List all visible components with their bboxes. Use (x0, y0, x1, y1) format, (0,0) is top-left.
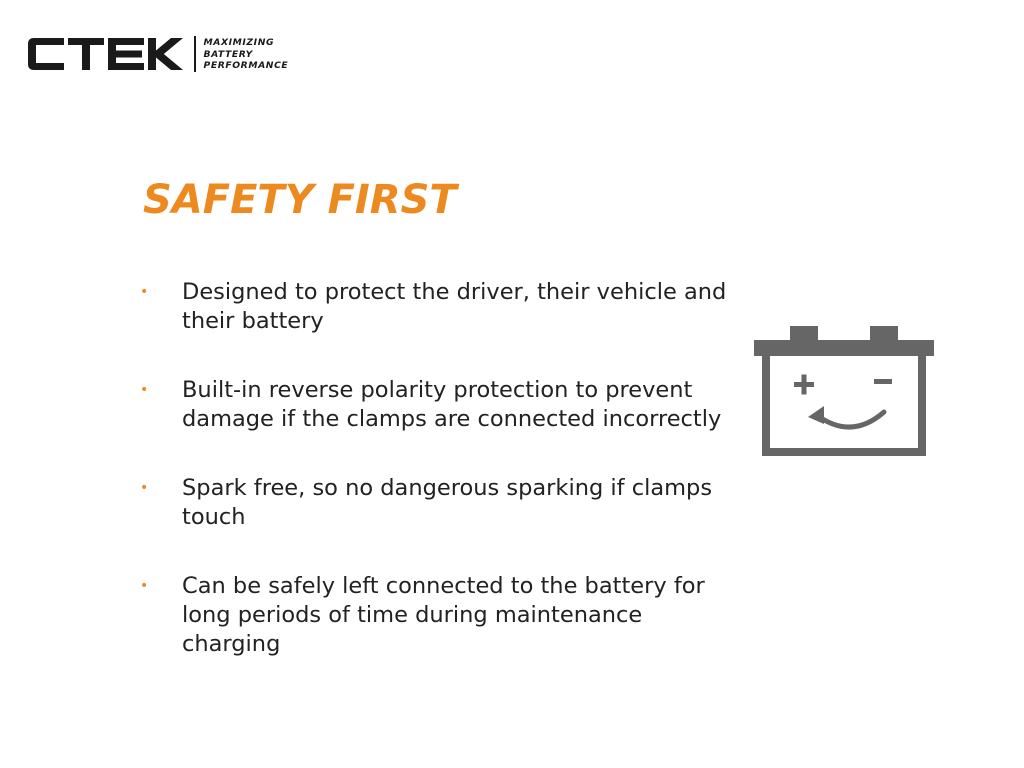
tagline-line-1: MAXIMIZING (203, 37, 275, 48)
battery-reverse-polarity-icon (754, 326, 934, 456)
bullet-item (140, 572, 740, 659)
bullet-dot-icon: • (140, 284, 149, 300)
bullet-text: Can be safely left connected to the battery for long periods of time during maintenance charging (182, 573, 705, 657)
bullet-dot-icon: • (140, 382, 149, 398)
ctek-logo (28, 36, 288, 72)
tagline-line-2: BATTERY (203, 48, 253, 60)
logo-tagline (204, 37, 289, 71)
bullet-item (140, 278, 740, 336)
tagline-line-3: PERFORMANCE (203, 60, 289, 71)
bullet-text: Spark free, so no dangerous sparking if clamps touch (182, 475, 713, 530)
slide-title: SAFETY FIRST (143, 177, 457, 223)
ctek-wordmark-logo (28, 36, 184, 72)
bullet-item (140, 474, 740, 532)
bullet-item (140, 376, 740, 434)
bullet-text: Designed to protect the driver, their vehicle and their battery (182, 279, 727, 334)
logo-divider (194, 36, 196, 72)
bullet-dot-icon: • (140, 578, 149, 594)
bullet-text: Built-in reverse polarity protection to prevent damage if the clamps are connected incorrectly (182, 377, 722, 432)
bullet-list (140, 278, 740, 699)
bullet-dot-icon: • (140, 480, 149, 496)
